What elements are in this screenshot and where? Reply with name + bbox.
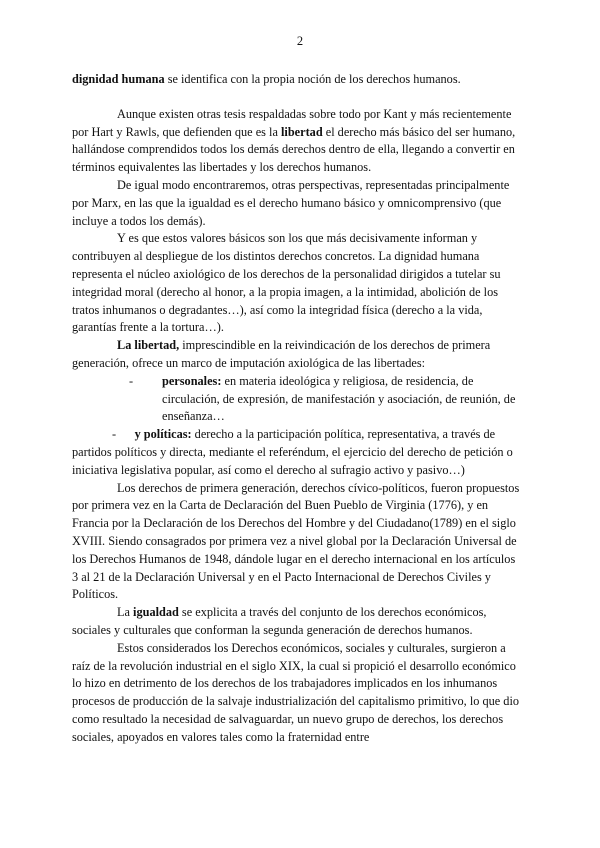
paragraph-text: imprescindible en la reivindicación de los derechos de primera generación, ofrece un marco de imputación axiológica de las libertades:: [72, 338, 491, 370]
paragraph-igualdad-marx: De igual modo encontraremos, otras perspectivas, representadas principalmente por Marx, en las que la igualdad es el derecho humano básico y omnicomprensivo (que incluye a todos los demás).: [72, 177, 510, 228]
paragraph-text: La: [117, 605, 134, 620]
paragraph-la-igualdad: [72, 604, 520, 640]
bold-term: personales:: [162, 373, 222, 388]
paragraph-text: se explicita a través del conjunto de los derechos económicos, sociales y culturales que conforman la segunda generación de derechos humanos.: [72, 605, 487, 637]
list-item-personales: [129, 373, 520, 426]
paragraph-valores-basicos: Y es que estos valores básicos son los que más decisivamente informan y contribuyen al despliegue de los distintos derechos concretos. La dignidad humana representa el núcleo axiológico de los derechos de la personalidad dirigidos a tutelar su integridad moral (derecho al honor, a la propia imagen, a la intimidad, abolición de los tratos inhumanos o degradantes…), así como la integridad física (derecho a la vida, garantías frente a la tortura…).: [72, 231, 501, 335]
bold-term: igualdad: [133, 605, 179, 620]
bold-term: dignidad humana: [72, 72, 165, 86]
page-number: 2: [296, 34, 304, 48]
bold-term: libertad: [280, 124, 323, 139]
paragraph-text: derecho a la participación política, representativa, a través de partidos políticos y directa, mediante el referéndum, el ejercicio del derecho de petición o iniciativa legislativa popular, así como el derecho al sufragio activo y pasivo…): [72, 427, 513, 477]
paragraph-dignidad: [72, 71, 520, 89]
bullet-dash: -: [129, 373, 134, 388]
paragraph-text: en materia ideológica y religiosa, de residencia, de circulación, de expresión, de manifestación y asociación, de reunión, de enseñanza…: [162, 373, 516, 424]
list-item-politicas: [72, 426, 520, 479]
paragraph-text: Aunque existen otras tesis respaldadas sobre todo por Kant y más recientemente por Hart y Rawls, que defienden que es la: [72, 106, 512, 139]
bold-term: y políticas:: [134, 427, 192, 442]
bullet-dash: -: [112, 427, 117, 442]
paragraph-derechos-sociales: Estos considerados los Derechos económicos, sociales y culturales, surgieron a raíz de la revolución industrial en el siglo XIX, la cual si propició el desarrollo económico lo hizo en detrimento de los derechos de los trabajadores implicados en los inhumanos procesos de producción de la salvaje industrialización del capitalismo primitivo, lo que dio como resultado la necesidad de salvaguardar, un nuevo grupo de derechos, los derechos sociales, apoyados en valores tales como la fraternidad entre: [72, 640, 520, 744]
document-body: [72, 71, 520, 746]
paragraph-libertad-tesis: [72, 106, 520, 177]
paragraph-text: el derecho más básico del ser humano, hallándose comprendidos todos los demás derechos dentro de ella, llegando a convertir en términos equivalentes las libertades y los derechos humanos.: [72, 124, 516, 175]
paragraph-la-libertad: [72, 337, 520, 373]
paragraph-text: se identifica con la propia noción de los derechos humanos.: [164, 72, 461, 86]
bold-term: La libertad,: [117, 338, 180, 353]
paragraph-primera-generacion: Los derechos de primera generación, derechos cívico-políticos, fueron propuestos por primera vez en la Carta de Declaración del Buen Pueblo de Virginia (1776), y en Francia por la Declaración de los Derechos del Hombre y del Ciudadano(1789) en el siglo XVIII. Siendo consagrados por primera vez a nivel global por la Declaración Universal de los Derechos Humanos de 1948, dándole lugar en el derecho internacional en los artículos 3 al 21 de la Declaración Universal y en el Pacto Internacional de Derechos Civiles y Políticos.: [72, 480, 520, 602]
